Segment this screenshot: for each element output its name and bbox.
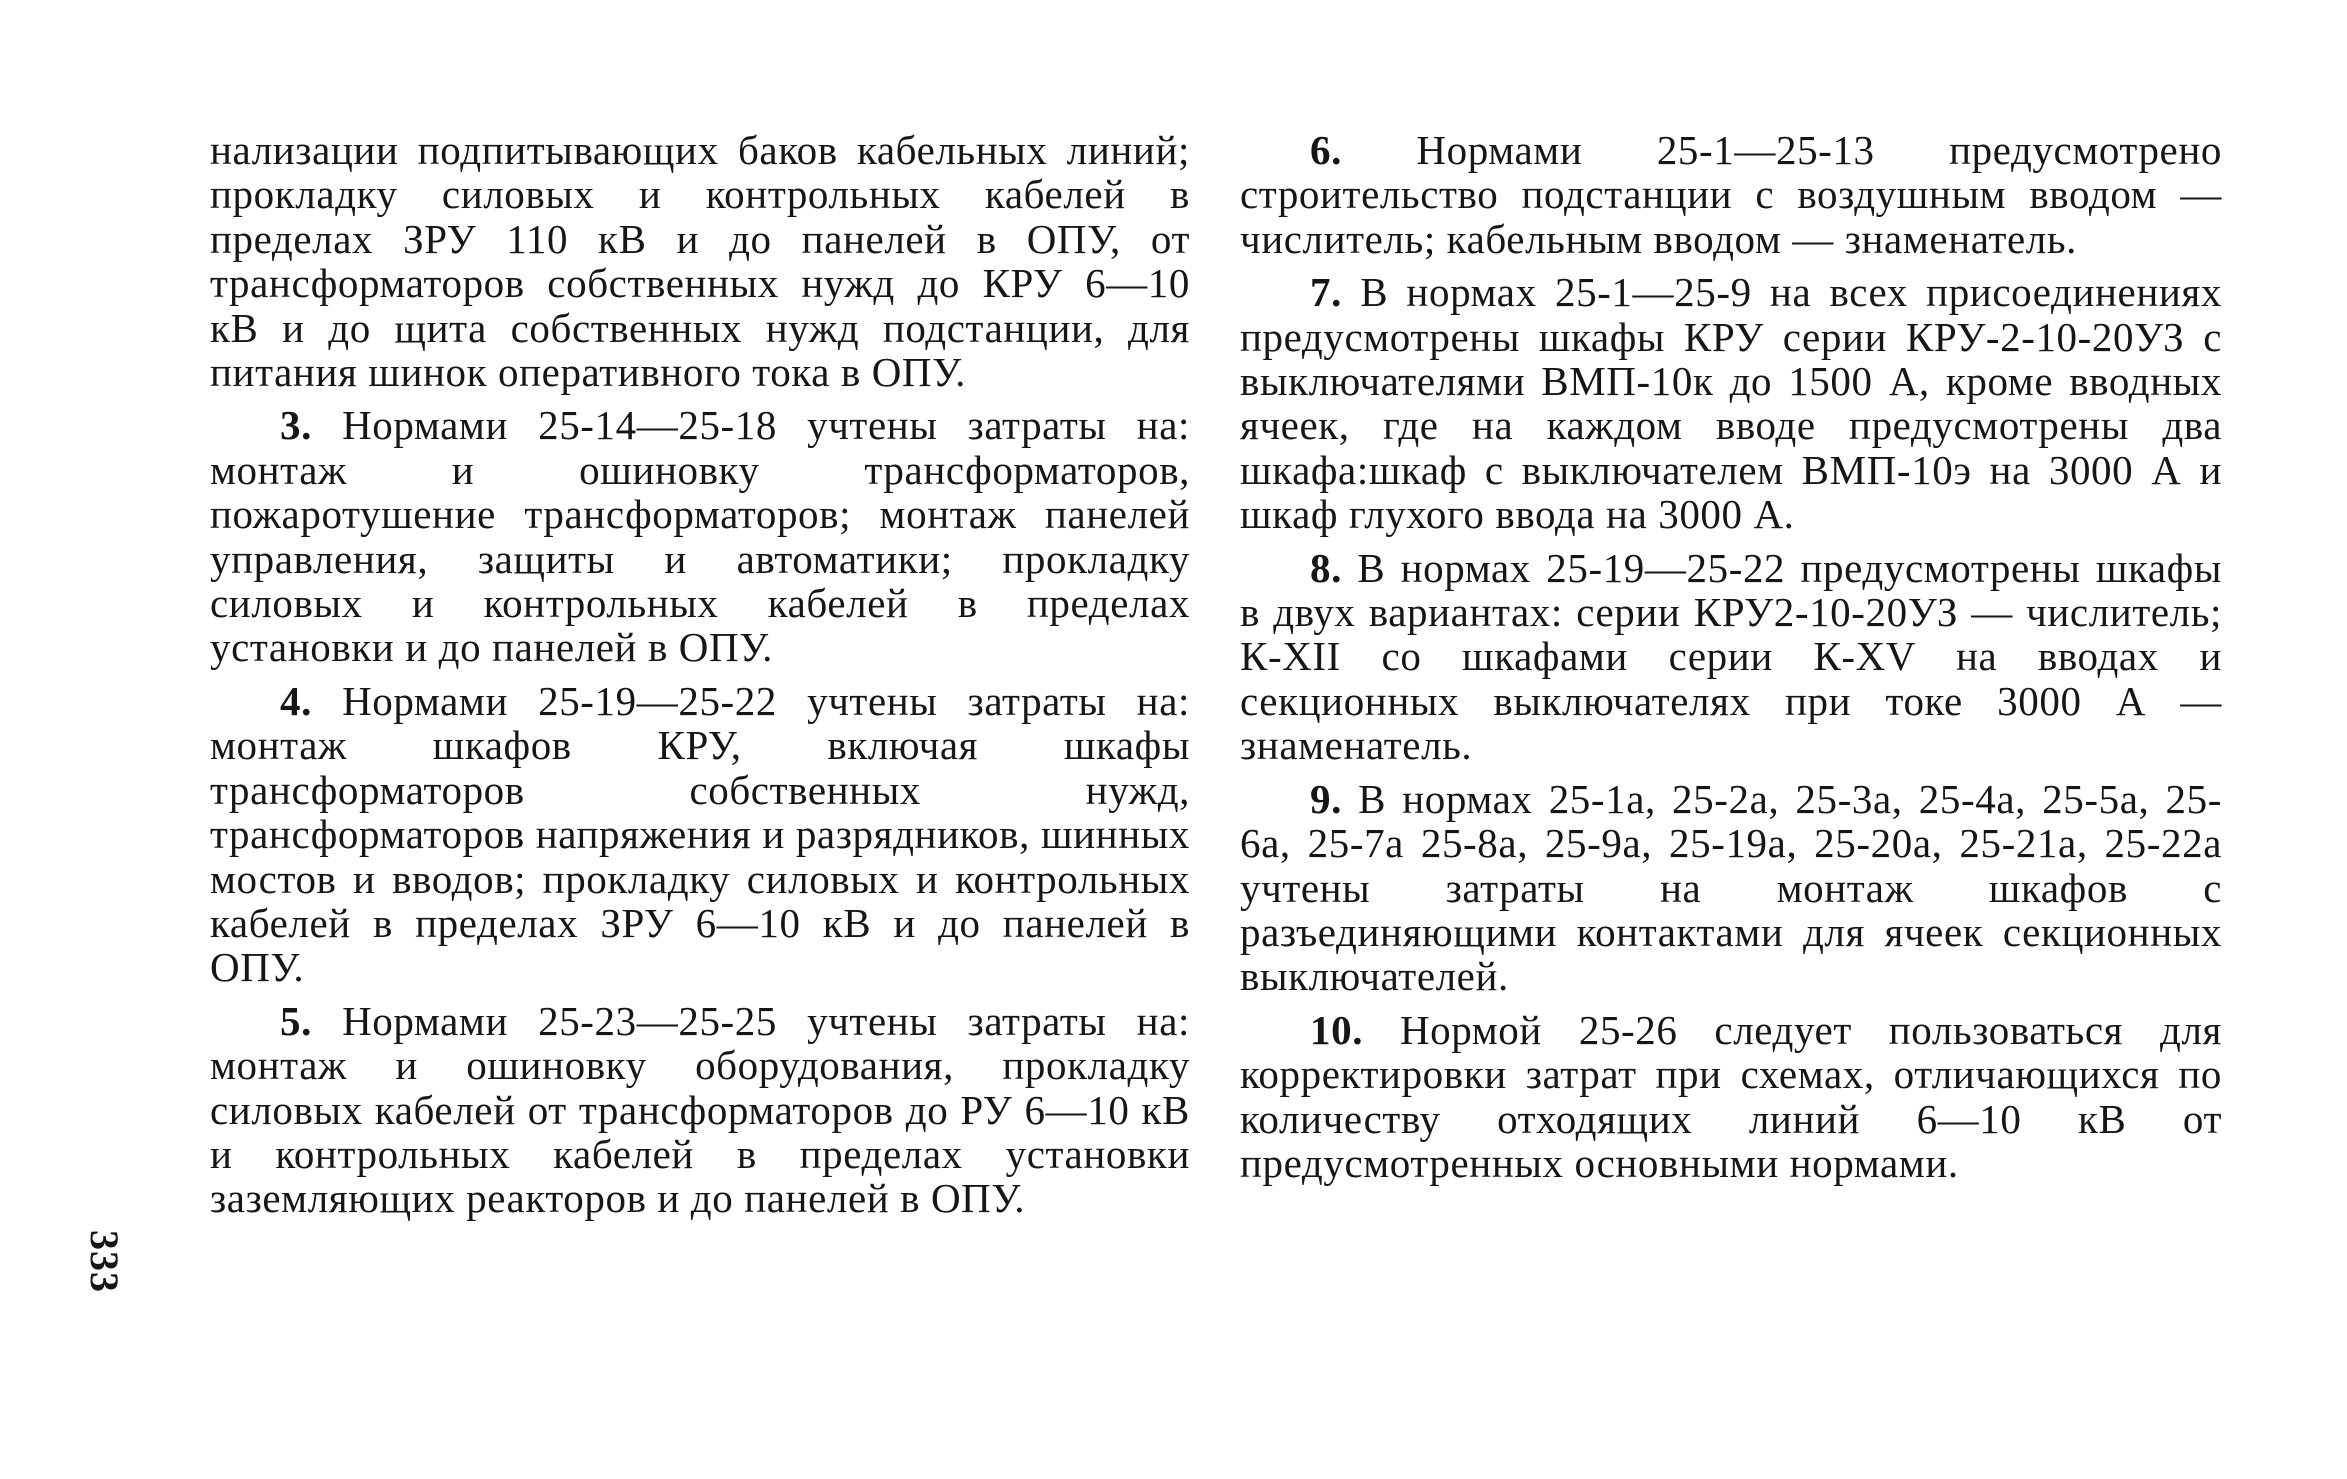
page-number: 333 — [82, 1230, 127, 1293]
paragraph-text: Нормами 25-19—25-22 учтены затраты на: монтаж шкафов КРУ, включая шкафы трансформаторов собственных нужд, трансформаторов напряжения и разрядников, шинных мостов и вводов; прокладку силовых и контрольных кабелей в пределах ЗРУ 6—10 кВ и до панелей в ОПУ. — [210, 677, 1190, 991]
paragraph-number: 4. — [280, 677, 312, 724]
paragraph-number: 3. — [280, 402, 312, 449]
paragraph-text: Нормами 25-14—25-18 учтены затраты на: монтаж и ошиновку трансформаторов, пожаротушение трансформаторов; монтаж панелей управления, защиты и автоматики; прокладку силовых и контрольных кабелей в пределах установки и до панелей в ОПУ. — [210, 402, 1190, 671]
paragraph-text: Нормами 25-1—25-13 предусмотрено строительство подстанции с воздушным вводом — числитель; кабельным вводом — знаменатель. — [1240, 127, 2222, 262]
paragraph-text: Нормой 25-26 следует пользоваться для корректировки затрат при схемах, отличающихся по количеству отходящих линий 6—10 кВ от предусмотренных основными нормами. — [1240, 1006, 2222, 1186]
paragraph-text: Нормами 25-23—25-25 учтены затраты на: монтаж и ошиновку оборудования, прокладку силовых кабелей от трансформаторов до РУ 6—10 кВ и контрольных кабелей в пределах установки заземляющих реакторов и до панелей в ОПУ. — [210, 997, 1190, 1222]
paragraph-6 — [1240, 128, 2222, 261]
paragraph-4 — [210, 679, 1190, 990]
paragraph-number: 8. — [1310, 544, 1342, 591]
left-column — [210, 128, 1190, 1230]
paragraph-number: 10. — [1310, 1006, 1364, 1053]
right-column — [1240, 128, 2222, 1194]
paragraph-3 — [210, 403, 1190, 669]
paragraph-text: нализации подпитывающих баков кабельных линий; прокладку силовых и контрольных кабелей в пределах ЗРУ 110 кВ и до панелей в ОПУ, от трансформаторов собственных нужд до КРУ 6—10 кВ и до щита собственных нужд подстанции, для питания шинок оперативного тока в ОПУ. — [210, 127, 1190, 396]
paragraph-text: В нормах 25-19—25-22 предусмотрены шкафы в двух вариантах: серии КРУ2-10-20УЗ — числитель; К-XII со шкафами серии К-XV на вводах и секционных выключателях при токе 3000 А — знаменатель. — [1240, 544, 2222, 769]
paragraph-10 — [1240, 1008, 2222, 1186]
paragraph-number: 6. — [1310, 127, 1342, 173]
paragraph-number: 7. — [1310, 269, 1342, 316]
paragraph-8 — [1240, 546, 2222, 768]
paragraph-number: 5. — [280, 997, 312, 1044]
paragraph-continuation — [210, 128, 1190, 394]
paragraph-9 — [1240, 777, 2222, 999]
paragraph-text: В нормах 25-1—25-9 на всех присоединениях предусмотрены шкафы КРУ серии КРУ-2-10-20УЗ с выключателями ВМП-10к до 1500 А, кроме вводных ячеек, где на каждом вводе предусмотрены два шкафа:шкаф с выключателем ВМП-10э на 3000 А и шкаф глухого ввода на 3000 А. — [1240, 269, 2222, 538]
paragraph-text: В нормах 25-1а, 25-2а, 25-3а, 25-4а, 25-5а, 25-6а, 25-7а 25-8а, 25-9а, 25-19а, 25-20а, 25-21а, 25-22а учтены затраты на монтаж шкафов с разъединяющими контактами для ячеек секционных выключателей. — [1240, 775, 2222, 1000]
paragraph-7 — [1240, 270, 2222, 536]
paragraph-5 — [210, 999, 1190, 1221]
paragraph-number: 9. — [1310, 775, 1342, 822]
